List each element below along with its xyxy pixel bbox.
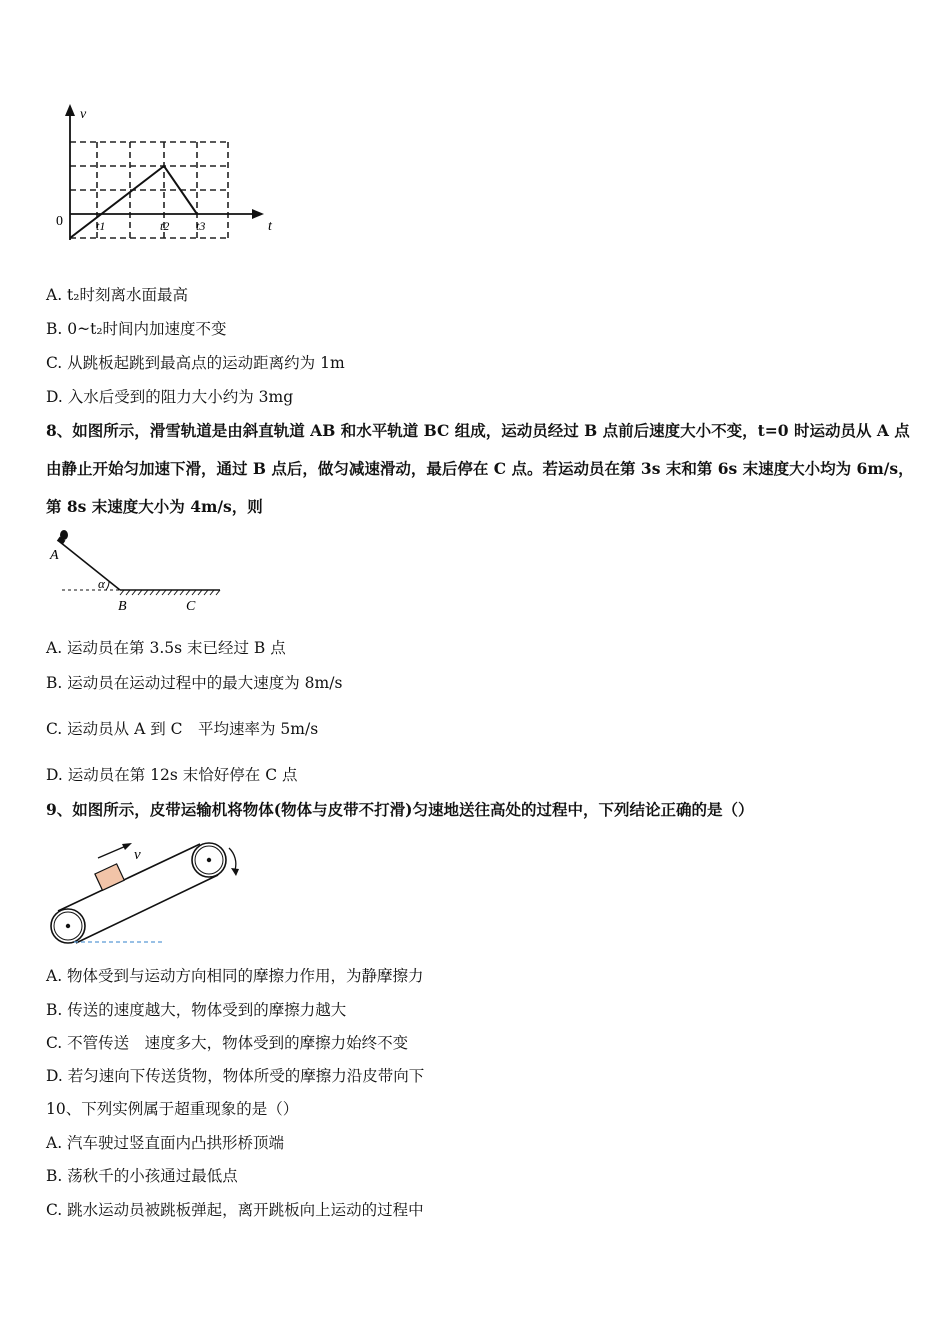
q9-option-d: D. 若匀速向下传送货物，物体所受的摩擦力沿皮带向下 [46, 1067, 425, 1085]
velocity-v-label: v [134, 847, 141, 863]
q7-option-c: C. 从跳板起跳到最高点的运动距离约为 1m [46, 354, 345, 372]
q10-stem: 10、下列实例属于超重现象的是（） [46, 1100, 299, 1118]
point-a-label: A [50, 548, 59, 563]
ski-track-figure [46, 528, 226, 618]
q9-option-c: C. 不管传送 速度多大，物体受到的摩擦力始终不变 [46, 1034, 409, 1052]
q8-option-c: C. 运动员从 A 到 C 平均速率为 5m/s [46, 720, 319, 738]
t1-label: t1 [96, 219, 106, 233]
q8-option-a: A. 运动员在第 3.5s 末已经过 B 点 [46, 639, 286, 657]
t2-label: t2 [160, 219, 170, 233]
origin-label: 0 [56, 214, 63, 229]
q10-option-a: A. 汽车驶过竖直面内凸拱形桥顶端 [46, 1134, 285, 1152]
conveyor-belt-figure [46, 838, 266, 953]
q7-option-b: B. 0~t₂时间内加速度不变 [46, 320, 227, 338]
point-c-label: C [186, 599, 196, 614]
alpha-label: α [98, 576, 105, 591]
q9-option-a: A. 物体受到与运动方向相同的摩擦力作用，为静摩擦力 [46, 967, 424, 985]
skier-icon [57, 530, 68, 545]
axis-v-label: v [80, 107, 87, 122]
axis-t-label: t [268, 219, 272, 234]
cargo-box [95, 864, 124, 890]
q8-stem: 8、如图所示，滑雪轨道是由斜直轨道 AB 和水平轨道 BC 组成，运动员经过 B 点前后速度大小不变，t=0 时运动员从 A 点由静止开始匀加速下滑，通过 B 点后，做匀减速滑动，最后停在 C 点。若运动员在第 3s 末和第 6s 末速度大小均为 6m/s，第 8s 末速度大小为 4m/s，则 [46, 421, 914, 516]
q7-option-d: D. 入水后受到的阻力大小约为 3mg [46, 388, 294, 406]
q9-option-b: B. 传送的速度越大，物体受到的摩擦力越大 [46, 1001, 347, 1019]
vt-graph-figure [50, 100, 290, 250]
q7-option-a: A. t₂时刻离水面最高 [46, 286, 188, 304]
q8-option-b: B. 运动员在运动过程中的最大速度为 8m/s [46, 674, 343, 692]
q10-option-b: B. 荡秋千的小孩通过最低点 [46, 1167, 238, 1185]
t3-label: t3 [196, 219, 206, 233]
point-b-label: B [118, 599, 127, 614]
q9-stem: 9、如图所示，皮带运输机将物体(物体与皮带不打滑)匀速地送往高处的过程中，下列结论正确的是（） [46, 800, 754, 819]
q8-option-d: D. 运动员在第 12s 末恰好停在 C 点 [46, 766, 298, 784]
q10-option-c: C. 跳水运动员被跳板弹起，离开跳板向上运动的过程中 [46, 1201, 424, 1219]
